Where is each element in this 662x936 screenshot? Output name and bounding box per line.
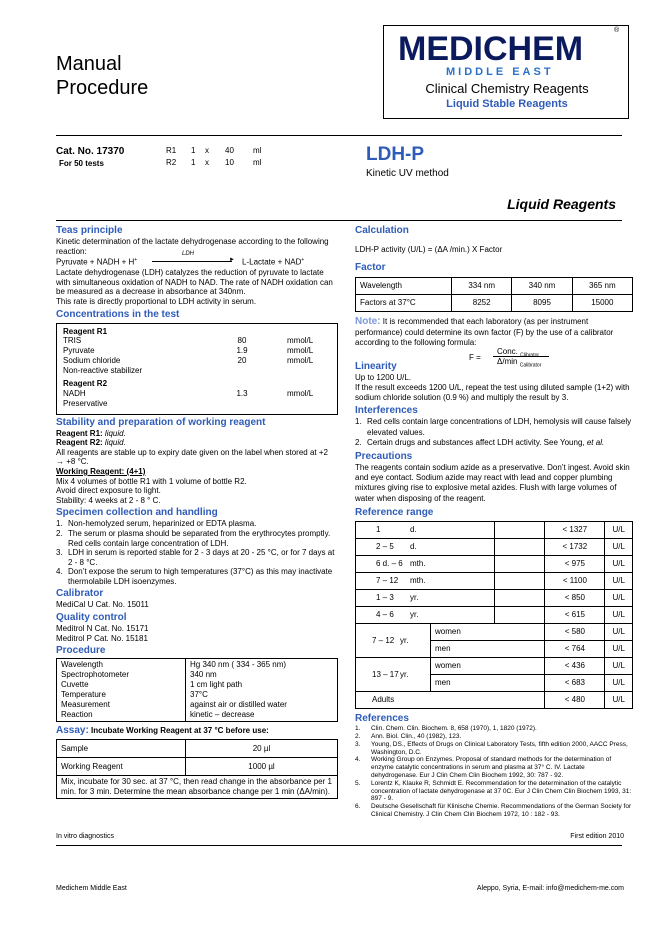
reference-range-heading: Reference range (355, 507, 434, 519)
assay-heading: Assay: (56, 725, 89, 737)
reference-row: 7 – 12 mth. < 1100 U/L (356, 573, 633, 590)
calibrator-heading: Calibrator (56, 588, 104, 600)
r2-volume: R2 1 x 10 ml (166, 158, 262, 167)
calibrator-text: MediCal U Cat. No. 15011 (56, 600, 149, 610)
reference-item: 5. Lorentz K, Klauke R, Schmidt E. Recommendation for the determination of the catalytic concentration of lactate dehydrogenase at 37 0C. Eur J Clin Chem Clin Biochem 1993, 31: 897 - 9. (355, 779, 632, 803)
left-column: Teas principle Kinetic determination of the lactate dehydrogenase according to the following reaction: Pyruvate + NADH + H+ LDH ► L-Lactate + NAD+ Lactate dehydrogenase (LDH) catalyzes the reduction of pyruvate to lactate with simultaneous oxidation of NADH to NAD. The rate of NADH oxidation can be measured as a decrease in absorbance at 340nm. This rate is directly proportional to LDH activity in serum. Concentrations in the test Reagent R1 TRIS 80 mmol/L Pyruvate 1.9 mmol/L Sodium chloride 20 mmol/L Non-reactive stabilizer Reagent R2 NADH 1.3 mmol/L Preservative Stability and preparation of working reagent Reagent R1: liquid. Reagent R2: liquid. All reagents are stable up to expiry date given on the label when stored at +2 → +8 °C. Working Reagent: (4+1) Mix 4 volumes of bottle R1 with 1 volume of bottle R2. Avoid direct exposure to light. Stability: 4 weeks at 2 - 8 ° C. Specimen collection and handling 1. Non-hemolyzed serum, heparinized or EDTA plasma. 2. The serum or plasma should be separated from the erythrocytes promptly. Red cells contain large concentration of LDH. 3. LDH in serum is reported stable for 2 - 3 days at 20 - 25 °C, or for 7 days at 2 - 8 °C. 4. Don’t expose the serum to high temperatures (37°C) as this may inactivate thermolabile LDH isoenzymes. Calibrator MediCal U Cat. No. 15011 Quality control Meditrol N Cat. No. 15171 Meditrol P Cat. No. 15181 Procedure Wavelength Spectrophotometer Cuvette Temperature Measurement Reaction Hg 340 nm ( 334 - 365 nm) 340 nm 1 cm light path 37°C against air or distilled water kinetic – decrease Assay: Incubate Working Reagent at 37 °C before use: Sample 20 µl Working Reagent 1000 µl Mix, incubate for 30 sec. at 37 °C, then read change in the absorbance per 1 min. for 3 min. Determine the mean absorbance change per 1 min (ΔA/min). (56, 225, 338, 799)
principle-heading: Teas principle (56, 225, 123, 236)
concentration-row: Preservative (63, 398, 108, 408)
assay-table: Sample 20 µl Working Reagent 1000 µl Mix, incubate for 30 sec. at 37 °C, then read change in the absorbance per 1 min. for 3 min. Determine the mean absorbance change per 1 min (ΔA/min). (56, 739, 338, 799)
concentration-row: TRIS 80 mmol/L (63, 336, 314, 346)
reference-row: 1 – 3 yr. < 850 U/L (356, 590, 633, 607)
qc-heading: Quality control (56, 612, 127, 624)
factor-heading: Factor (355, 261, 386, 273)
specimen-item: 3. LDH in serum is reported stable for 2 - 3 days at 20 - 25 °C, or for 7 days at 2 - 8 °C. (56, 548, 335, 567)
reference-row: men < 764 U/L (356, 641, 633, 658)
concentration-row: NADH 1.3 mmol/L (63, 388, 314, 398)
reference-row: 1 d. < 1327 U/L (356, 522, 633, 539)
product-type: Liquid Reagents (507, 196, 616, 212)
reference-row: Adults < 480 U/L (356, 692, 633, 709)
manual-label: Manual (56, 53, 122, 75)
edition-label: First edition 2010 (570, 833, 624, 840)
specimen-item: 2. The serum or plasma should be separated from the erythrocytes promptly. Red cells contain large concentration of LDH. (56, 528, 331, 548)
principle-text-3: This rate is directly proportional to LDH activity in serum. (56, 296, 257, 306)
specimen-item: 1. Non-hemolyzed serum, heparinized or EDTA plasma. (56, 519, 257, 529)
product-method: Kinetic UV method (366, 168, 449, 179)
assay-note: Mix, incubate for 30 sec. at 37 °C, then read change in the absorbance per 1 min. for 3 min. Determine the mean absorbance change per 1 min (ΔA/min). (57, 776, 338, 799)
registered-mark: ® (614, 27, 620, 34)
linearity-heading: Linearity (355, 361, 397, 373)
logo-subtitle: MIDDLE EAST (446, 66, 554, 78)
reference-row: 7 – 12 yr. women < 580 U/L (356, 624, 633, 641)
test-count: For 50 tests (59, 159, 104, 168)
calculation-heading: Calculation (355, 225, 409, 236)
interferences-list: 1. Red cells contain large concentrations of LDH, hemolysis will cause falsely elevated values. 2. Certain drugs and substances affect LDH activity. See Young, et al. (355, 417, 632, 448)
reaction-equation: Pyruvate + NADH + H+ LDH ► L-Lactate + NAD+ (56, 251, 305, 267)
logo-tagline-2: Liquid Stable Reagents (446, 98, 568, 110)
reference-range-table (355, 521, 633, 709)
reference-item: 1. Clin. Chem. Clin. Biochem. 8, 658 (1970), 1, 1820 (1972). (355, 725, 537, 733)
enzyme-label: LDH (182, 251, 195, 258)
medichem-logo (383, 25, 629, 119)
assay-subtitle: Incubate Working Reagent at 37 °C before use: (91, 726, 269, 736)
concentration-row: Sodium chloride 20 mmol/L (63, 356, 314, 366)
note-block: Note: It is recommended that each laboratory (as per instrument performance) could determine its own factor (F) by the use of a calibrator according to the following formula: (355, 315, 614, 348)
reference-row: 2 – 5 d. < 1732 U/L (356, 539, 633, 556)
interferences-heading: Interferences (355, 405, 418, 417)
reference-row: 6 d. – 6 mth. < 975 U/L (356, 556, 633, 573)
references-list (355, 725, 633, 819)
procedure-heading: Procedure (56, 645, 106, 657)
right-column: Calculation LDH-P activity (U/L) = (ΔA /min.) X Factor Factor Wavelength 334 nm 340 nm 365 nm Factors at 37°C 8252 8095 15000 Note: It is recommended that each laboratory (as per instrument performance) could determine its own factor (F) by the use of a calibrator according to the following formula: F = Conc. $_{Clibrator}$ Δ/min $_{Calibrator}$ Linearity Up to 1200 U/L. If the result exceeds 1200 U/L, repeat the test using diluted sample (1+2) with sodium chloride solution (0.9 %) and multiply the result by 3. Interferences 1. Red cells contain large concentrations of LDH, hemolysis will cause falsely elevated values. 2. Certain drugs and substances affect LDH activity. See Young, et al. Precautions The reagents contain sodium azide as a preservative. Don’t ingest. Avoid skin and eye contact. Sodium azide may react with lead and copper plumbing mixtures giving rise to explosive metal azides. Flush with large volumes of water when disposing of the reagent. Reference range 1 d. < 1327 U/L 2 – 5 d. < 1732 U/L 6 d. – 6 mth. < 975 U/L 7 – 12 mth. < 1100 U/L 1 – 3 yr. < 850 U/L 4 – 6 yr. < 615 U/L 7 – 12 yr. women < 580 U/L men < 764 U/L 13 – 17yr. women < 436 U/L men < 683 U/L Adults < 480 U/L References 1. Clin. Chem. Clin. Biochem. 8, 658 (1970), 1, 1820 (1972). 2. Ann. Biol. Clin., 40 (1982), 123. 3. Young, DS., Effects of Drugs on Clinical Laboratory Tests, fifth edition 2000, AACC Press, Washington, D.C. 4. Working Group on Enzymes. Proposal of standard methods for the determination of enzyme catalytic concentrations in serum and plasma at 37° C. IV. Lactate dehydrogenase. Eur J Clin Chem Clin Biochem 1992, 30: 787 - 92. 5. Lorentz K, Klauke R, Schmidt E. Recommendation for the determination of the catalytic concentration of lactate dehydrogenase at 37 0C. Eur J Clin Chem Clin Biochem 1993, 31: 897 - 9. 6. Deutsche Gesellschaft für Klinische Chemie. Recommendations of the German Society for Clinical Chemistry. J Clin Chem Clin Biochem 1972, 10 : 182 - 93. (355, 225, 632, 818)
reaction-arrow (152, 261, 232, 262)
logo-tagline: Clinical Chemistry Reagents (425, 81, 589, 96)
ivd-label: In vitro diagnostics (56, 833, 114, 840)
principle-text-2: Lactate dehydrogenase (LDH) catalyzes the reduction of pyruvate to lactate with simultaneous oxidation of NADH to NAD. The rate of NADH oxidation can be measured as a decrease in absorbance at 340nm. (56, 268, 333, 297)
company-name: Medichem Middle East (56, 885, 127, 892)
specimen-item: 4. Don’t expose the serum to high temperatures (37°C) as this may inactivate thermolabile LDH isoenzymes. (56, 567, 333, 586)
reference-item: 6. Deutsche Gesellschaft für Klinische Chemie. Recommendations of the German Society for Clinical Chemistry. J Clin Chem Clin Biochem 1972, 10 : 182 - 93. (355, 803, 632, 818)
product-name: LDH-P (366, 144, 425, 165)
procedure-table: Wavelength Spectrophotometer Cuvette Temperature Measurement Reaction Hg 340 nm ( 334 - 365 nm) 340 nm 1 cm light path 37°C against air or distilled water kinetic – decrease (56, 658, 338, 722)
manual-procedure-title (56, 52, 148, 100)
calculation-formula: LDH-P activity (U/L) = (ΔA /min.) X Factor (355, 245, 503, 254)
company-address: Aleppo, Syria, E-mail: info@medichem-me.com (476, 885, 624, 892)
reference-row: men < 683 U/L (356, 675, 633, 692)
precautions-text: The reagents contain sodium azide as a preservative. Don’t ingest. Avoid skin and eye contact. Sodium azide may react with lead and copper plumbing mixtures giving rise to explosive metal azides. Flush with large volumes of water when disposing of the reagent. (355, 462, 630, 503)
stability-text: All reagents are stable up to expiry date given on the label when stored at +2 → +8 °C. (56, 447, 328, 467)
concentration-row: Non-reactive stabilizer (63, 366, 143, 376)
concentrations-heading: Concentrations in the test (56, 308, 180, 320)
reference-item: 4. Working Group on Enzymes. Proposal of standard methods for the determination of enzyme catalytic concentrations in serum and plasma at 37° C. IV. Lactate dehydrogenase. Eur J Clin Chem Clin Biochem 1992, 30: 787 - 92. (355, 756, 612, 779)
reference-row: 13 – 17yr. women < 436 U/L (356, 658, 633, 675)
reference-item: 3. Young, DS., Effects of Drugs on Clinical Laboratory Tests, fifth edition 2000, AACC Press, Washington, D.C. (355, 740, 628, 756)
concentration-row: Pyruvate 1.9 mmol/L (63, 346, 314, 356)
specimen-list (56, 519, 338, 586)
r1-volume: R1 1 x 40 ml (166, 146, 262, 155)
working-reagent-title: Working Reagent: (4+1) (56, 466, 146, 476)
references-heading: References (355, 713, 409, 725)
linearity-text: If the result exceeds 1200 U/L, repeat the test using diluted sample (1+2) with sodium chloride solution (0.9 %) and multiply the result by 3. (355, 382, 630, 403)
principle-text: Kinetic determination of the lactate dehydrogenase according to the following reaction: (56, 237, 329, 256)
factor-formula: F = Conc. $_{Clibrator}$ Δ/min $_{Calibrator}$ (355, 348, 633, 368)
procedure-label: Procedure (56, 77, 149, 99)
logo-wordmark: MEDICHEM (398, 30, 584, 68)
precautions-heading: Precautions (355, 450, 413, 462)
specimen-heading: Specimen collection and handling (56, 507, 218, 519)
reference-row: 4 – 6 yr. < 615 U/L (356, 607, 633, 624)
catalog-number: Cat. No. 17370 (56, 146, 125, 157)
concentrations-box: Reagent R1 TRIS 80 mmol/L Pyruvate 1.9 mmol/L Sodium chloride 20 mmol/L Non-reactive stabilizer Reagent R2 NADH 1.3 mmol/L Preservative (56, 323, 338, 415)
stability-heading: Stability and preparation of working reagent (56, 416, 266, 428)
reference-item: 2. Ann. Biol. Clin., 40 (1982), 123. (355, 733, 462, 740)
factor-table: Wavelength 334 nm 340 nm 365 nm Factors at 37°C 8252 8095 15000 (355, 277, 633, 312)
